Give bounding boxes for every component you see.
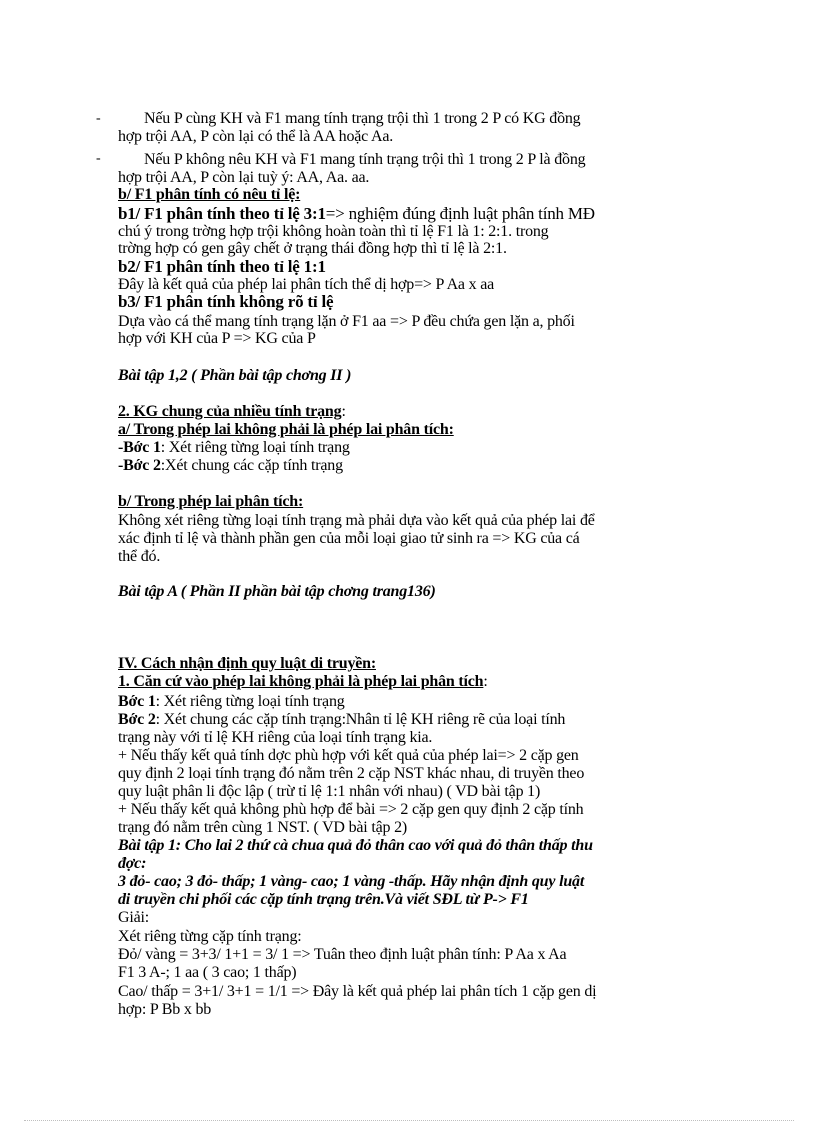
text-line: trạng đó nằm trên cùng 1 NST. ( VD bài tập 2)	[118, 819, 408, 836]
text-line	[118, 457, 343, 474]
text-line: + Nếu thấy kết quả không phù hợp để bài => 2 cặp gen quy định 2 cặp tính	[118, 801, 584, 818]
text-line: chú ý trong trờng hợp trội không hoàn toàn thì tỉ lệ F1 là 1: 2:1. trong	[118, 223, 549, 240]
text-line: Dựa vào cá thể mang tính trạng lặn ở F1 aa => P đều chứa gen lặn a, phối	[118, 313, 575, 330]
text-line: hợp: P Bb x bb	[118, 1001, 212, 1018]
exercise-text: đợc:	[118, 855, 147, 872]
bullet-marker: -	[96, 151, 101, 166]
text-line: Giải:	[118, 909, 149, 926]
exercise-text: di truyền chi phối các cặp tính trạng trên.Và viết SĐL từ P-> F1	[118, 891, 529, 908]
section-heading: IV. Cách nhận định quy luật di truyền:	[118, 655, 376, 672]
text-line: hợp với KH của P => KG của P	[118, 330, 316, 347]
heading-text: 1. Căn cứ vào phép lai không phải là phép lai phân tích	[118, 673, 484, 690]
text-fragment: :	[483, 673, 488, 690]
exercise-text: Bài tập 1: Cho lai 2 thứ cà chua quả đỏ thân cao với quả đỏ thân thấp thu	[118, 837, 593, 854]
section-heading	[118, 673, 488, 690]
text-line: trạng này với tỉ lệ KH riêng của loại tính trạng kia.	[118, 729, 433, 746]
step-label: Bớc 1	[118, 693, 156, 710]
text-fragment: => nghiệm đúng định luật phân tính MĐ	[325, 204, 595, 223]
text-line	[118, 439, 350, 456]
exercise-text: 3 đỏ- cao; 3 đỏ- thấp; 1 vàng- cao; 1 vàng -thấp. Hãy nhận định quy luật	[118, 873, 585, 890]
text-line: hợp trội AA, P còn lại tuỳ ý: AA, Aa. aa.	[118, 169, 370, 186]
text-fragment: : Xét chung các cặp tính trạng:Nhân tỉ lệ KH riêng rẽ của loại tính	[155, 711, 566, 728]
bullet-marker: -	[96, 111, 101, 126]
text-fragment: :Xét chung các cặp tính trạng	[160, 457, 343, 474]
text-line	[118, 693, 345, 710]
exercise-reference: Bài tập A ( Phần II phần bài tập chơng trang136)	[118, 583, 436, 600]
text-line: Nếu P không nêu KH và F1 mang tính trạng trội thì 1 trong 2 P là đồng	[144, 151, 586, 168]
text-line: Đây là kết quả của phép lai phân tích thể dị hợp=> P Aa x aa	[118, 276, 495, 293]
text-line: quy luật phân li độc lập ( trừ tỉ lệ 1:1 nhân với nhau) ( VD bài tập 1)	[118, 783, 541, 800]
text-line: quy định 2 loại tính trạng đó nằm trên 2 cặp NST khác nhau, di truyền theo	[118, 765, 585, 782]
text-line: trờng hợp có gen gây chết ở trạng thái đồng hợp thì tỉ lệ là 2:1.	[118, 240, 507, 257]
text-line: hợp trội AA, P còn lại có thể là AA hoặc Aa.	[118, 128, 394, 145]
text-line: Cao/ thấp = 3+1/ 3+1 = 1/1 => Đây là kết quả phép lai phân tích 1 cặp gen dị	[118, 983, 597, 1000]
text-line: Đỏ/ vàng = 3+3/ 1+1 = 3/ 1 => Tuân theo định luật phân tính: P Aa x Aa	[118, 946, 567, 963]
subheading: b1/ F1 phân tính theo tỉ lệ 3:1	[118, 204, 326, 223]
text-line: Không xét riêng từng loại tính trạng mà phải dựa vào kết quả của phép lai để	[118, 512, 595, 529]
section-heading	[118, 403, 346, 420]
exercise-reference: Bài tập 1,2 ( Phần bài tập chơng II )	[118, 367, 352, 384]
step-label: Bớc 2	[118, 711, 156, 728]
subheading: b2/ F1 phân tính theo tỉ lệ 1:1	[118, 257, 326, 276]
heading-text: 2. KG chung của nhiều tính trạng	[118, 403, 342, 420]
step-label: -Bớc 2	[118, 457, 161, 474]
text-line	[118, 711, 565, 728]
subheading: b3/ F1 phân tính không rõ tỉ lệ	[118, 292, 334, 311]
section-heading: b/ Trong phép lai phân tích:	[118, 493, 304, 510]
text-line: xác định tỉ lệ và thành phần gen của mỗi loại giao tử sinh ra => KG của cá	[118, 530, 580, 547]
page-bottom-divider	[24, 1120, 794, 1121]
text-line: thể đó.	[118, 548, 161, 565]
text-line	[118, 205, 595, 222]
text-line: F1 3 A-; 1 aa ( 3 cao; 1 thấp)	[118, 964, 297, 981]
text-fragment: :	[341, 403, 346, 420]
section-heading: a/ Trong phép lai không phải là phép lai phân tích:	[118, 421, 454, 438]
text-line: Xét riêng từng cặp tính trạng:	[118, 928, 302, 945]
text-fragment: : Xét riêng từng loại tính trạng	[160, 439, 350, 456]
text-fragment: : Xét riêng từng loại tính trạng	[155, 693, 345, 710]
section-heading: b/ F1 phân tính có nêu tỉ lệ:	[118, 186, 301, 203]
text-line: Nếu P cùng KH và F1 mang tính trạng trội thì 1 trong 2 P có KG đồng	[144, 110, 581, 127]
step-label: -Bớc 1	[118, 439, 161, 456]
text-line: + Nếu thấy kết quả tính dợc phù hợp với kết quả của phép lai=> 2 cặp gen	[118, 747, 579, 764]
